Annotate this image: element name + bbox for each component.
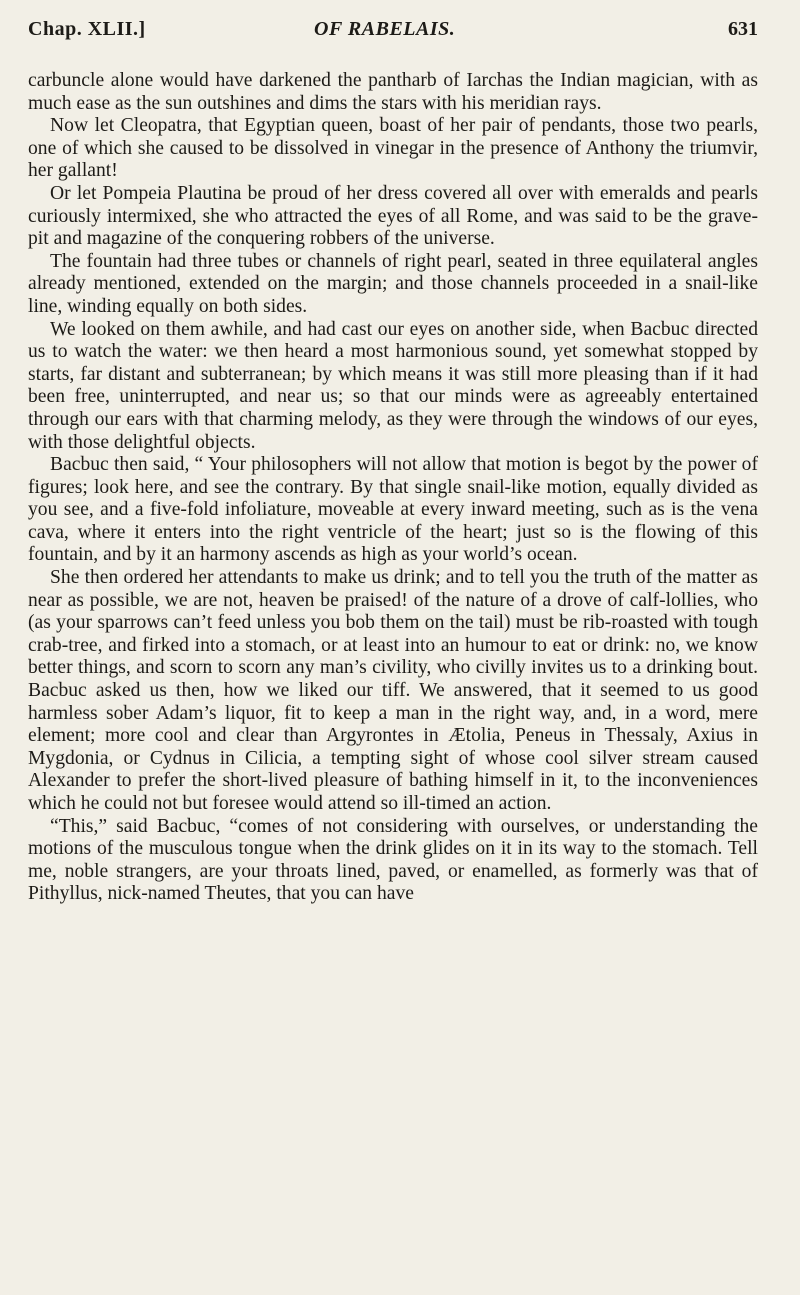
paragraph: “This,” said Bacbuc, “comes of not considering with ourselves, or understanding the motions of the musculous tongue when the drink glides on it in its way to the stomach. Tell me, noble strangers, are your throats lined, paved, or enamelled, as formerly was that of Pithyllus, nick-named Theutes, that you can have [28,815,758,905]
paragraph: carbuncle alone would have darkened the pantharb of Iarchas the Indian magician, with as much ease as the sun outshines and dims the stars with his meridian rays. [28,70,758,114]
paragraph: She then ordered her attendants to make us drink; and to tell you the truth of the matter as near as possible, we are not, heaven be praised! of the nature of a drove of calf-lollies, who (as your sparrows can’t feed unless you bob them on the tail) must be rib-roasted with tough crab-tree, and firked into a stomach, or at least into an humour to eat or drink: no, we know better things, and scorn to scorn any man’s civility, who civilly invites us to a drinking bout. Bacbuc asked us then, how we liked our tiff. We answered, that it seemed to us good harmless sober Adam’s liquor, fit to keep a man in the right way, and, in a word, mere element; more cool and clear than Argyrontes in Ætolia, Peneus in Thessaly, Axius in Mygdonia, or Cydnus in Cilicia, a tempting sight of whose cool silver stream caused Alexander to prefer the short-lived pleasure of bathing himself in it, to the inconveniences which he could not but foresee would attend so ill-timed an action. [28,567,758,814]
running-head [28,18,758,48]
page-number: 631 [728,18,758,40]
book-title: OF RABELAIS. [314,18,456,40]
paragraph: We looked on them awhile, and had cast our eyes on another side, when Bacbuc directed us to watch the water: we then heard a most harmonious sound, yet somewhat stopped by starts, far distant and subterranean; by which means it was still more pleasing than if it had been free, uninterrupted, and near us; so that our minds were as agreeably entertained through our ears with that charming melody, as they were through the windows of our eyes, with those delightful objects. [28,318,758,453]
chapter-heading: Chap. XLII.] [28,18,146,40]
body-text [28,70,758,906]
paragraph: The fountain had three tubes or channels of right pearl, seated in three equilateral angles already mentioned, extended on the margin; and those channels proceeded in a snail-like line, winding equally on both sides. [28,250,758,317]
paragraph: Now let Cleopatra, that Egyptian queen, boast of her pair of pendants, those two pearls, one of which she caused to be dissolved in vinegar in the presence of Anthony the triumvir, her gallant! [28,115,758,182]
paragraph: Bacbuc then said, “ Your philosophers will not allow that motion is begot by the power of figures; look here, and see the contrary. By that single snail-like motion, equally divided as you see, and a five-fold infoliature, moveable at every inward meeting, such as is the vena cava, where it enters into the right ventricle of the heart; just so is the flowing of this fountain, and by it an harmony ascends as high as your world’s ocean. [28,454,758,566]
paragraph: Or let Pompeia Plautina be proud of her dress covered all over with emeralds and pearls curiously intermixed, she who attracted the eyes of all Rome, and was said to be the grave-pit and magazine of the conquering robbers of the universe. [28,182,758,250]
